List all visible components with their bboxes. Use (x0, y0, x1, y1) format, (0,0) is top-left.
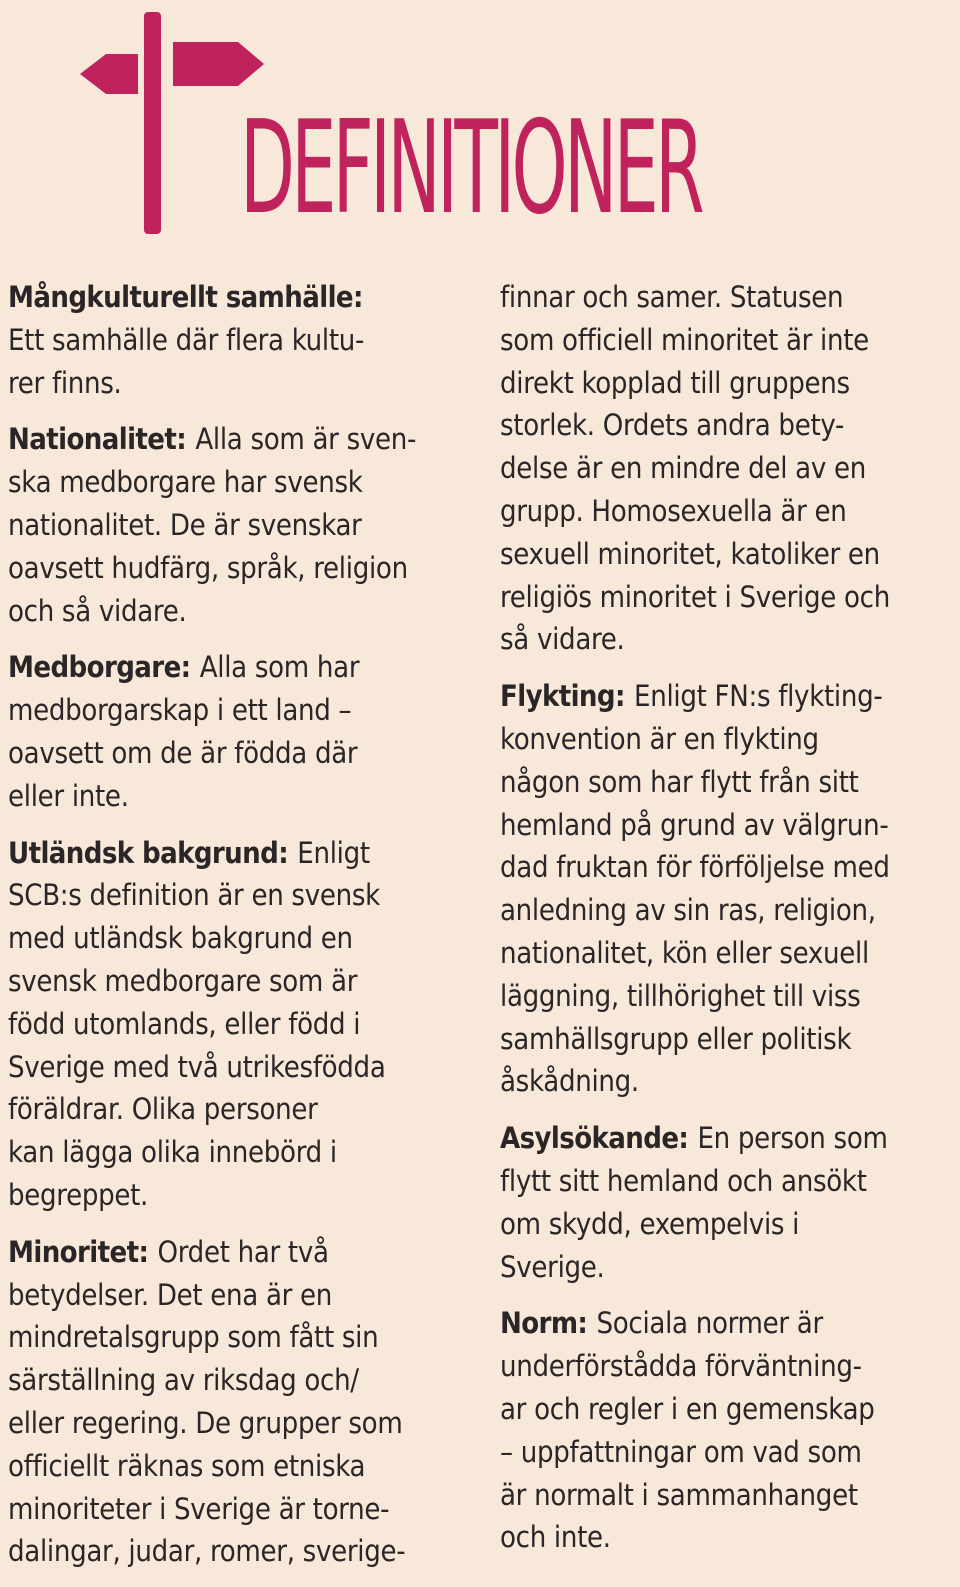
definition-line: Sociala normer är (596, 1306, 823, 1341)
definition-line: åskådning. (500, 1064, 639, 1099)
definition-line: nationalitet. De är svenskar (8, 507, 362, 542)
definition-line: minoriteter i Sverige är torne- (8, 1491, 390, 1526)
definition-line: dad fruktan för förföljelse med (500, 850, 890, 885)
definition-line: hemland på grund av välgrun- (500, 807, 889, 842)
definition-line: dalingar, judar, romer, sverige- (8, 1534, 406, 1569)
page-title: DEFINITIONER (240, 94, 701, 243)
definition-line: särställning av riksdag och/ (8, 1363, 359, 1398)
definitions-right-column (500, 276, 955, 1573)
definition-line: SCB:s definition är en svensk (8, 878, 380, 913)
definition-term: Minoritet: (8, 1234, 149, 1269)
definition-line: läggning, tillhörighet till viss (500, 978, 861, 1013)
definition-line: kan lägga olika innebörd i (8, 1135, 337, 1170)
definition-line: betydelser. Det ena är en (8, 1277, 333, 1312)
definition-line: någon som har flytt från sitt (500, 764, 859, 799)
definition-line: eller regering. De grupper som (8, 1405, 403, 1440)
definition-line: föräldrar. Olika personer (8, 1092, 318, 1127)
definition-minoritet (8, 1231, 478, 1573)
definition-line: finnar och samer. Statusen (500, 280, 844, 314)
definitions-columns (0, 276, 960, 1576)
definition-term: Nationalitet: (8, 422, 187, 457)
definition-line: En person som (697, 1121, 888, 1156)
definition-line: nationalitet, kön eller sexuell (500, 935, 869, 970)
definition-line: Sverige. (500, 1249, 605, 1284)
definition-line: och inte. (500, 1520, 611, 1555)
definition-line: delse är en mindre del av en (500, 451, 866, 486)
definition-line: född utomlands, eller född i (8, 1006, 361, 1041)
definition-mangkulturellt-samhalle (8, 276, 478, 404)
header (0, 0, 960, 270)
definition-line: svensk medborgare som är (8, 963, 358, 998)
definition-line: ska medborgare har svensk (8, 465, 363, 500)
definition-line: storlek. Ordets andra bety- (500, 408, 845, 443)
definition-line: medborgarskap i ett land – (8, 693, 352, 728)
definition-line: anledning av sin ras, religion, (500, 893, 876, 928)
definition-line: Enligt (297, 835, 370, 870)
definition-line: rer finns. (8, 365, 122, 400)
definition-line: officiellt räknas som etniska (8, 1448, 366, 1483)
definition-line: med utländsk bakgrund en (8, 921, 353, 956)
definition-line: så vidare. (500, 622, 625, 657)
definition-line: är normalt i sammanhanget (500, 1477, 858, 1512)
definition-line: Alla som är sven- (195, 422, 417, 457)
definition-line: begreppet. (8, 1177, 149, 1212)
definition-minoritet-continued (500, 276, 955, 661)
definition-term: Flykting: (500, 679, 625, 714)
definition-utlandsk-bakgrund (8, 832, 478, 1217)
definition-term: Asylsökande: (500, 1121, 689, 1156)
definition-line: som officiell minoritet är inte (500, 322, 869, 357)
definition-line: Ett samhälle där flera kultu- (8, 322, 365, 357)
definition-term: Mångkulturellt samhälle: (8, 280, 363, 314)
definition-medborgare (8, 646, 478, 817)
definition-nationalitet (8, 418, 478, 632)
definition-term: Medborgare: (8, 650, 191, 685)
definition-line: – uppfattningar om vad som (500, 1434, 862, 1469)
definition-norm (500, 1302, 955, 1559)
definition-line: Enligt FN:s flykting- (634, 679, 883, 714)
definition-line: Ordet har två (157, 1234, 329, 1269)
definition-line: oavsett om de är födda där (8, 735, 358, 770)
definition-asylsokande (500, 1117, 955, 1288)
definition-line: grupp. Homosexuella är en (500, 493, 847, 528)
definition-line: samhällsgrupp eller politisk (500, 1021, 852, 1056)
definition-line: och så vidare. (8, 593, 187, 628)
definition-line: flytt sitt hemland och ansökt (500, 1163, 867, 1198)
definition-term: Utländsk bakgrund: (8, 835, 289, 870)
definition-line: Alla som har (199, 650, 360, 685)
definition-line: oavsett hudfärg, språk, religion (8, 550, 408, 585)
definition-line: religiös minoritet i Sverige och (500, 579, 890, 614)
definitions-left-column (8, 276, 478, 1587)
definition-flykting (500, 675, 955, 1103)
definition-line: underförstådda förväntning- (500, 1349, 862, 1384)
definition-line: konvention är en flykting (500, 721, 819, 756)
definition-line: mindretalsgrupp som fått sin (8, 1320, 379, 1355)
definition-line: ar och regler i en gemenskap (500, 1391, 875, 1426)
definition-line: sexuell minoritet, katoliker en (500, 536, 880, 571)
definition-line: eller inte. (8, 778, 129, 813)
definition-term: Norm: (500, 1306, 588, 1341)
definition-line: om skydd, exempelvis i (500, 1206, 800, 1241)
definition-line: Sverige med två utrikesfödda (8, 1049, 386, 1084)
definition-line: direkt kopplad till gruppens (500, 365, 850, 400)
